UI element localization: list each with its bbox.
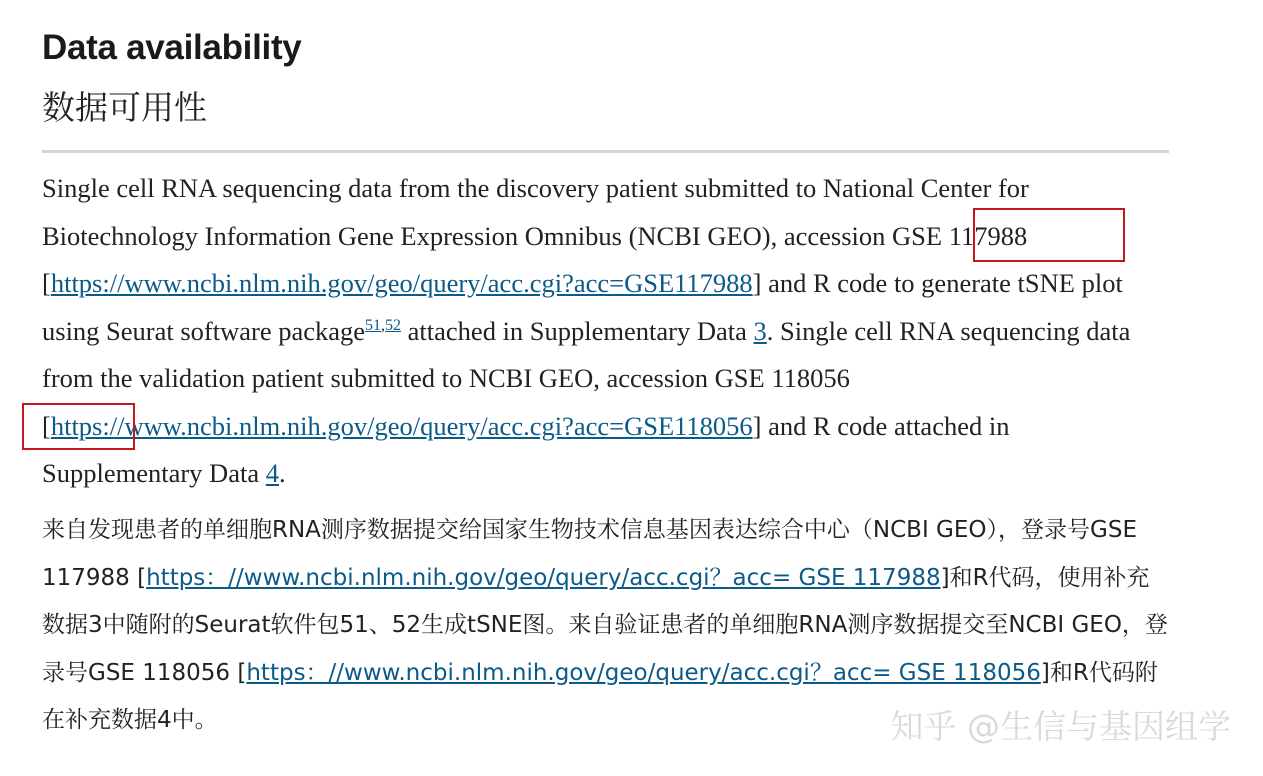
zhihu-watermark: 知乎 @生信与基因组学 (890, 707, 1231, 746)
reference-superscript (365, 317, 401, 334)
text-span: ] and R code attached in Supplementary Data (42, 410, 1010, 488)
text-span: ]和R代码附在补充数据4中。 (42, 659, 1158, 733)
text-span: ] and R code to generate tSNE plot using Seurat software package (42, 268, 1123, 346)
supplementary-data-3-link[interactable]: 3 (753, 315, 767, 346)
text-span: attached in Supplementary Data (401, 315, 754, 346)
section-heading: Data availability (42, 28, 302, 67)
text-span: Single cell RNA sequencing data from the discovery patient submitted to National Center for Biotechnology Information Gene Expression Omnibus (NCBI GEO), accession (42, 173, 1029, 251)
geo-link-gse118056-cn[interactable]: https：//www.ncbi.nlm.nih.gov/geo/query/acc.cgi？acc= GSE 118056 (246, 659, 1041, 686)
text-span: ]和R代码，使用补充数据3中随附的Seurat软件包51、52生成tSNE图。来自验证患者的单细胞RNA测序数据提交至NCBI GEO，登录号GSE 118056 [ (42, 564, 1168, 686)
geo-link-gse117988[interactable]: https://www.ncbi.nlm.nih.gov/geo/query/acc.cgi?acc=GSE117988 (50, 268, 753, 298)
highlight-box-gse117988 (973, 208, 1125, 262)
text-span: 来自发现患者的单细胞RNA测序数据提交给国家生物技术信息基因表达综合中心（NCBI GEO），登录号GSE 117988 [ (42, 517, 1137, 591)
geo-link-gse118056[interactable]: https://www.ncbi.nlm.nih.gov/geo/query/acc.cgi?acc=GSE118056 (50, 410, 753, 441)
text-span: [ (42, 268, 51, 298)
heading-divider (42, 150, 1169, 153)
reference-link-51[interactable]: 51 (365, 316, 382, 334)
reference-separator: , (381, 316, 386, 334)
text-span: . (278, 458, 286, 488)
accession-gse117988: GSE 117988 (892, 220, 1028, 251)
highlight-box-gse118056 (22, 403, 135, 450)
accession-gse118056: 118056 (771, 363, 850, 393)
section-heading-translation: 数据可用性 (42, 88, 207, 127)
reference-link-52[interactable]: 52 (385, 316, 402, 334)
geo-link-gse117988-cn[interactable]: https：//www.ncbi.nlm.nih.gov/geo/query/acc.cgi？acc= GSE 117988 (146, 564, 941, 591)
text-span: . Single cell RNA sequencing data from the validation patient submitted to NCBI GEO, accession GSE (42, 315, 1131, 393)
text-span: [ (42, 410, 51, 441)
supplementary-data-4-link[interactable]: 4 (265, 458, 279, 488)
